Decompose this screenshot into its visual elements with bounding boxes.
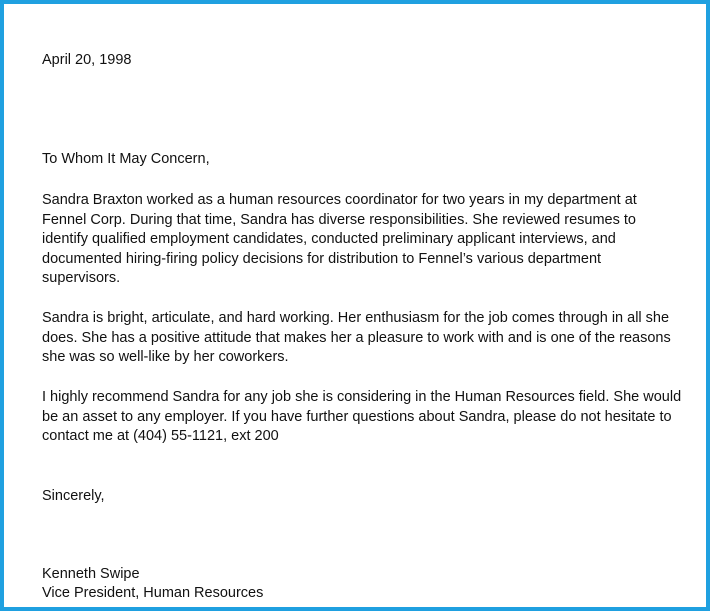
signer-name: Kenneth Swipe <box>42 566 140 582</box>
letter-paragraph-1: Sandra Braxton worked as a human resources coordinator for two years in my department at Fennel Corp. During that time, Sandra has diverse responsibilities. She reviewed resumes to identify qualified employment candidates, conducted preliminary applicant interviews, and documented hiring-firing policy decisions for distribution to Fennel’s various department supervisors. <box>42 192 637 286</box>
letter-closing: Sincerely, <box>42 488 105 504</box>
letter-salutation: To Whom It May Concern, <box>42 151 210 167</box>
signer-title: Vice President, Human Resources <box>42 585 264 601</box>
letter-paragraph-3: I highly recommend Sandra for any job she is considering in the Human Resources field. She would be an asset to any employer. If you have further questions about Sandra, please do not hesitate to contact me at (404) 55-1121, ext 200 <box>42 389 682 444</box>
letter-paragraph-2: Sandra is bright, articulate, and hard working. Her enthusiasm for the job comes through in all she does. She has a positive attitude that makes her a pleasure to work with and is one of the reasons she was so well-like by her coworkers. <box>42 310 671 365</box>
letter-date: April 20, 1998 <box>42 52 132 68</box>
